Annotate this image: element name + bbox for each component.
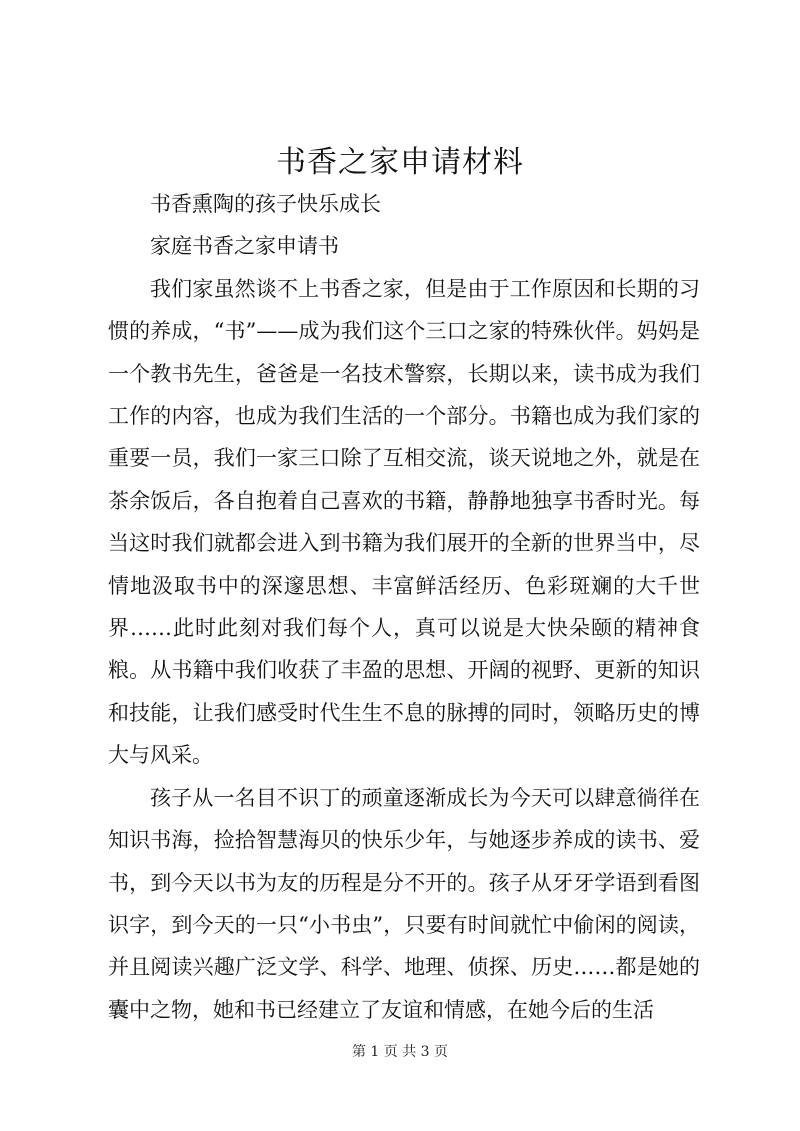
subtitle-line: 书香熏陶的孩子快乐成长 <box>150 192 381 216</box>
subtitle-line: 家庭书香之家申请书 <box>150 234 339 259</box>
body-paragraph: 我们家虽然谈不上书香之家，但是由于工作原因和长期的习惯的养成，“书”——成为我们这个三口之家的特殊伙伴。妈妈是一个教书先生，爸爸是一名技术警察，长期以来，读书成为我们工作的内容，也成为我们生活的一个部分。书籍也成为我们家的重要一员，我们一家三口除了互相交流，谈天说地之外，就是在茶余饭后，各自抱着自己喜欢的书籍，静静地独享书香时光。每当这时我们就都会进入到书籍为我们展开的全新的世界当中，尽情地汲取书中的深邃思想、丰富鲜活经历、色彩斑斓的大千世界……此时此刻对我们每个人，真可以说是大快朵颐的精神食粮。从书籍中我们收获了丰盈的思想、开阔的视野、更新的知识和技能，让我们感受时代生生不息的脉搏的同时，领略历史的博大与风采。 <box>108 276 700 768</box>
page-title: 书香之家申请材料 <box>276 145 524 180</box>
page-footer: 第 1 页 共 3 页 <box>351 1044 449 1060</box>
body-paragraph: 孩子从一名目不识丁的顽童逐渐成长为今天可以肆意徜徉在知识书海，捡拾智慧海贝的快乐少年，与她逐步养成的读书、爱书，到今天以书为友的历程是分不开的。孩子从牙牙学语到看图识字，到今天的一只“小书虫”，只要有时间就忙中偷闲的阅读，并且阅读兴趣广泛文学、科学、地理、侦探、历史……都是她的囊中之物，她和书已经建立了友谊和情感，在她今后的生活 <box>108 785 700 1022</box>
document-body <box>108 183 700 1031</box>
